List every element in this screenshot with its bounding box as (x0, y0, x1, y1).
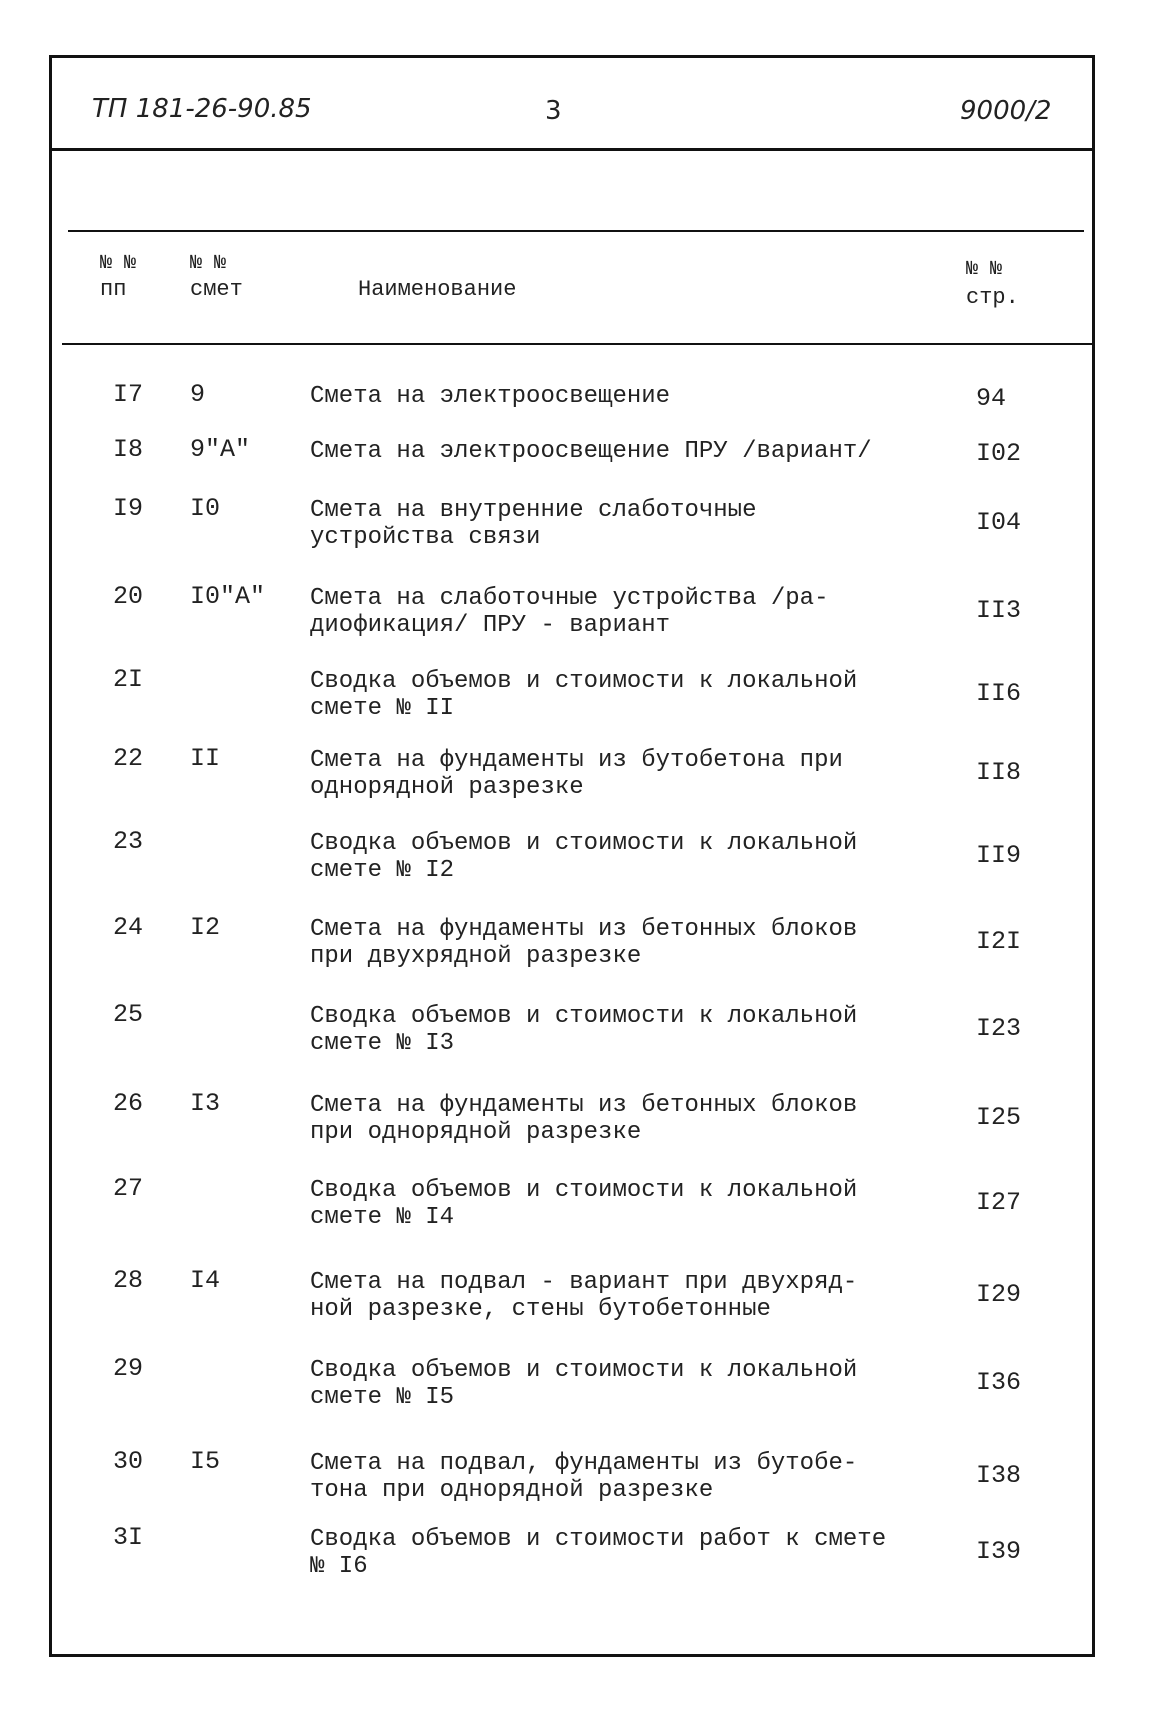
row-title-line-1: Смета на подвал - вариант при двухряд- (310, 1269, 858, 1296)
col-str-label: стр. (966, 285, 1019, 310)
col-name-label: Наименование (358, 277, 517, 302)
row-title (310, 1269, 857, 1323)
row-number: 25 (113, 1000, 144, 1029)
table-row (0, 914, 1150, 974)
page-ref: I04 (976, 508, 1022, 537)
row-title (310, 1177, 857, 1231)
row-number: 27 (113, 1174, 144, 1203)
row-number: I9 (113, 494, 144, 523)
page-ref: 94 (976, 384, 1007, 413)
col-smet-label: смет (190, 277, 243, 302)
page-ref: II8 (976, 758, 1022, 787)
page-ref: I38 (976, 1461, 1022, 1490)
page-ref: I27 (976, 1188, 1022, 1217)
page-ref: II6 (976, 679, 1022, 708)
page-ref: I29 (976, 1280, 1022, 1309)
row-title-line-2: смете № I2 (310, 857, 455, 884)
doc-code: ТП 181-26-90.85 (92, 94, 312, 124)
row-title (310, 1526, 886, 1580)
row-title-line-2: смете № I4 (310, 1204, 455, 1231)
row-number: I7 (113, 380, 144, 409)
table-row (0, 666, 1150, 726)
row-number: 20 (113, 582, 144, 611)
row-title-line-2: тона при однорядной разрезке (310, 1477, 714, 1504)
table-row (0, 1175, 1150, 1235)
row-title-line-2: устройства связи (310, 524, 541, 551)
page-ref: II3 (976, 596, 1022, 625)
row-title (310, 497, 756, 551)
row-title-line-1: Сводка объемов и стоимости к локальной (310, 1177, 858, 1204)
col-str-symbol: № № (966, 258, 1003, 281)
table-row (0, 495, 1150, 555)
table-row (0, 1355, 1150, 1415)
row-number: 29 (113, 1354, 144, 1383)
page-ref: I02 (976, 439, 1022, 468)
col-smet-symbol: № № (190, 252, 227, 275)
row-number: 24 (113, 913, 144, 942)
page-ref: II9 (976, 841, 1022, 870)
table-row (0, 381, 1150, 441)
row-title-line-1: Смета на подвал, фундаменты из бутобе- (310, 1450, 858, 1477)
row-number: 30 (113, 1447, 144, 1476)
estimate-number: I5 (190, 1447, 221, 1476)
col-pp-label: пп (100, 277, 127, 302)
table-row (0, 1090, 1150, 1150)
row-title-line-2: смете № II (310, 695, 455, 722)
row-title-line-1: Сводка объемов и стоимости к локальной (310, 1003, 858, 1030)
page-number: 3 (545, 96, 562, 126)
table-row (0, 745, 1150, 805)
row-title-line-1: Смета на фундаменты из бутобетона при (310, 747, 843, 774)
row-number: I8 (113, 435, 144, 464)
table-row (0, 583, 1150, 643)
row-title-line-1: Смета на электроосвещение (310, 383, 671, 410)
row-title-line-2: диофикация/ ПРУ - вариант (310, 612, 671, 639)
estimate-number: 9 (190, 380, 206, 409)
table-row (0, 1001, 1150, 1061)
row-number: 28 (113, 1266, 144, 1295)
row-title-line-2: ной разрезке, стены бутобетонные (310, 1296, 771, 1323)
row-title-line-1: Сводка объемов и стоимости к локальной (310, 1357, 858, 1384)
page-ref: I23 (976, 1014, 1022, 1043)
header-divider (49, 148, 1095, 151)
table-row (0, 828, 1150, 888)
row-title (310, 1003, 857, 1057)
page-ref: I36 (976, 1368, 1022, 1397)
row-title-line-2: смете № I3 (310, 1030, 455, 1057)
estimate-number: 9"А" (190, 435, 251, 464)
page-ref: I39 (976, 1537, 1022, 1566)
table-row (0, 1267, 1150, 1327)
table-header-rule (62, 343, 1095, 345)
row-number: 2I (113, 665, 144, 694)
estimate-number: I4 (190, 1266, 221, 1295)
row-title (310, 383, 670, 410)
estimate-number: I2 (190, 913, 221, 942)
table-row (0, 1448, 1150, 1508)
doc-number: 9000/2 (960, 96, 1052, 126)
table-top-rule (68, 230, 1084, 232)
row-title-line-1: Сводка объемов и стоимости к локальной (310, 830, 858, 857)
row-title (310, 438, 872, 465)
row-title (310, 830, 857, 884)
estimate-number: II (190, 744, 221, 773)
table-row (0, 1524, 1150, 1584)
row-title-line-2: при однорядной разрезке (310, 1119, 642, 1146)
row-number: 22 (113, 744, 144, 773)
row-title-line-1: Смета на фундаменты из бетонных блоков (310, 1092, 858, 1119)
page-ref: I2I (976, 927, 1022, 956)
row-title-line-2: смете № I5 (310, 1384, 455, 1411)
row-title (310, 1357, 857, 1411)
row-title-line-1: Смета на электроосвещение ПРУ /вариант/ (310, 438, 872, 465)
estimate-number: I0 (190, 494, 221, 523)
row-title-line-1: Сводка объемов и стоимости работ к смете (310, 1526, 887, 1553)
table-row (0, 436, 1150, 496)
col-pp-symbol: № № (100, 252, 137, 275)
row-number: 23 (113, 827, 144, 856)
row-title-line-1: Смета на фундаменты из бетонных блоков (310, 916, 858, 943)
row-title-line-2: однорядной разрезке (310, 774, 584, 801)
row-title-line-2: при двухрядной разрезке (310, 943, 642, 970)
row-title (310, 1450, 857, 1504)
row-title-line-1: Смета на внутренние слаботочные (310, 497, 757, 524)
row-title (310, 1092, 857, 1146)
estimate-number: I3 (190, 1089, 221, 1118)
row-title-line-1: Сводка объемов и стоимости к локальной (310, 668, 858, 695)
row-title (310, 668, 857, 722)
row-title (310, 916, 857, 970)
estimate-number: I0"А" (190, 582, 266, 611)
row-title-line-1: Смета на слаботочные устройства /ра- (310, 585, 829, 612)
row-number: 3I (113, 1523, 144, 1552)
row-title-line-2: № I6 (310, 1553, 368, 1580)
row-number: 26 (113, 1089, 144, 1118)
row-title (310, 585, 828, 639)
row-title (310, 747, 843, 801)
page-ref: I25 (976, 1103, 1022, 1132)
